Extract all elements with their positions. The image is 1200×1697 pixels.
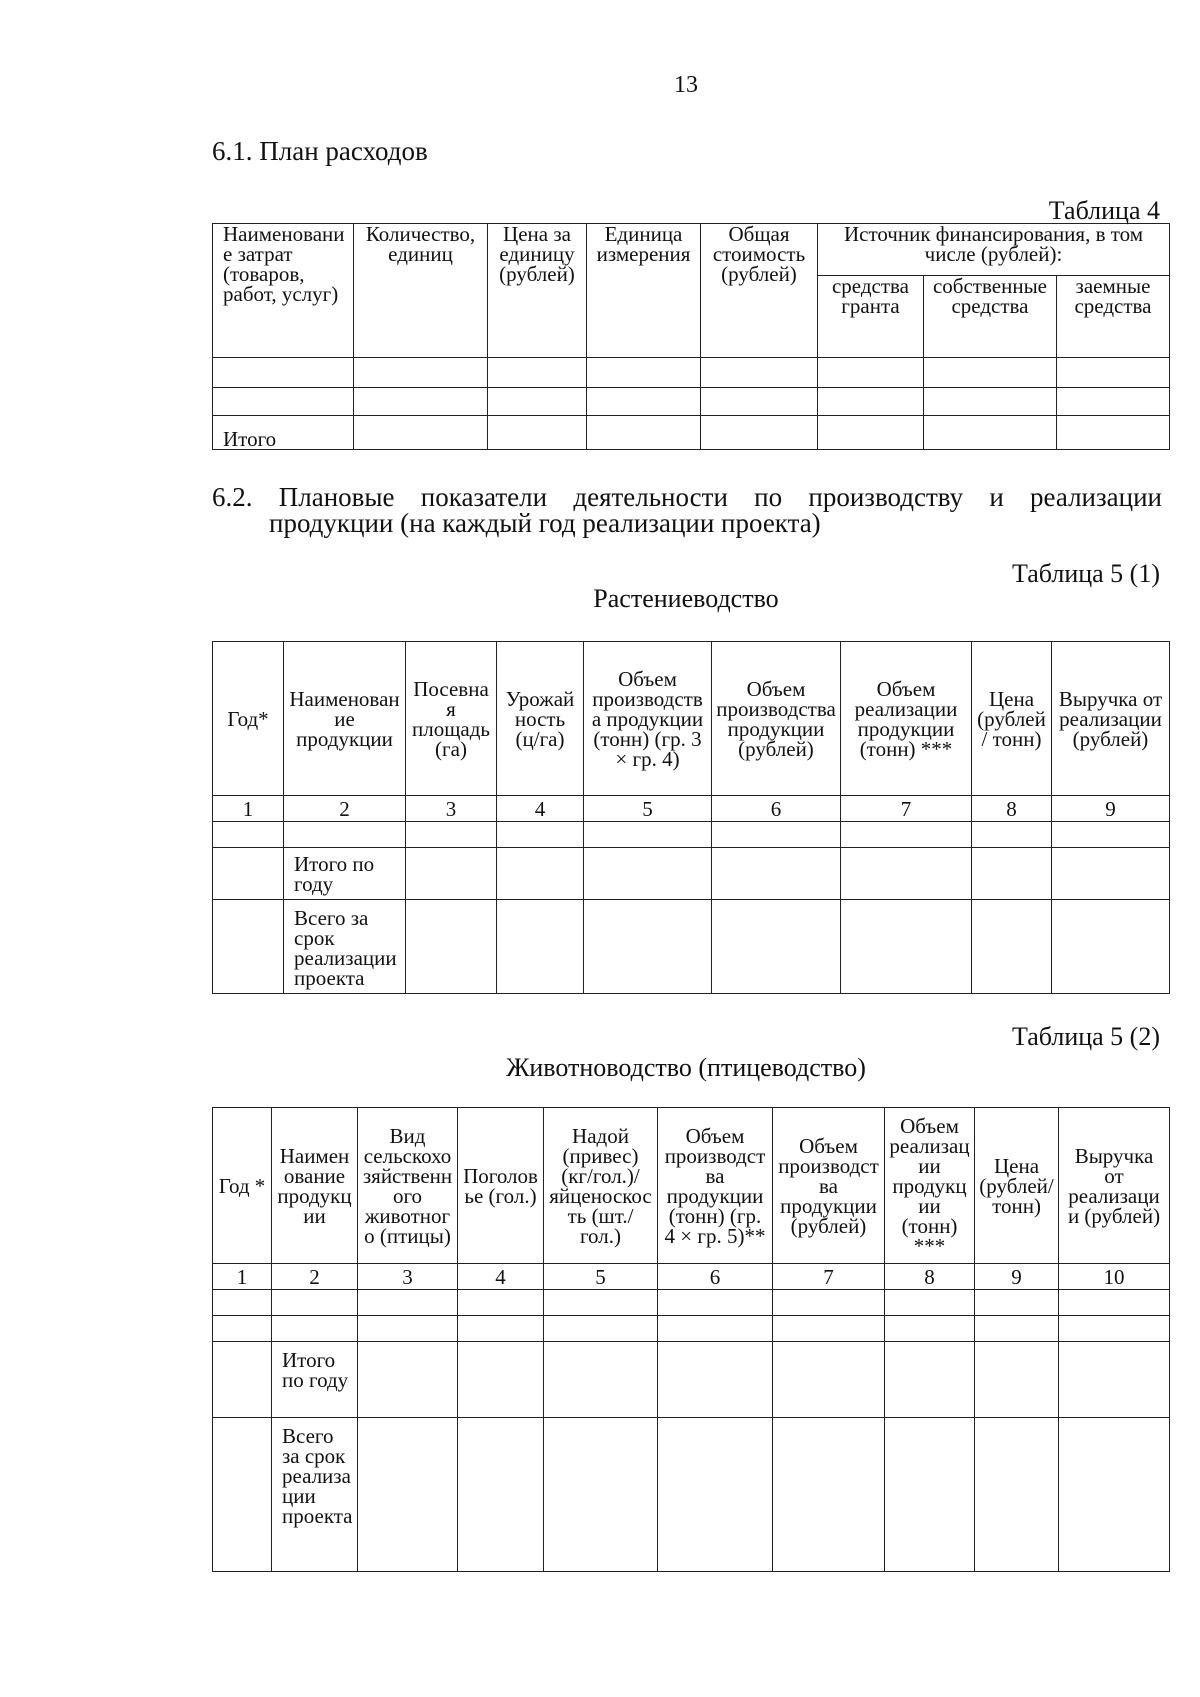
total-label: Итого (213, 416, 354, 450)
table-row (213, 388, 1170, 416)
header-production-volume-tons: Объем производства продукции (тонн) (гр. 3 × гр. 4) (584, 642, 712, 796)
header-expense-name: Наименование затрат (товаров, работ, услуг) (213, 224, 354, 358)
section-title-expenses: 6.1. План расходов (212, 136, 428, 166)
header-unit: Единица измерения (587, 224, 701, 358)
column-number: 6 (712, 796, 841, 822)
header-price: Цена (рублей/ тонн) (975, 1108, 1059, 1264)
header-livestock-count: Поголовье (гол.) (458, 1108, 544, 1264)
crop-subtitle: Растениеводство (593, 584, 779, 613)
project-total-label: Всего за срок реализации проекта (284, 900, 406, 994)
section-title-line-1: 6.2. Плановые показатели деятельности по производству и реализации (212, 482, 1162, 512)
column-number: 5 (544, 1264, 658, 1290)
table-row (213, 1418, 1170, 1572)
livestock-subtitle: Животноводство (птицеводство) (506, 1053, 866, 1082)
header-production-volume-rubles: Объем производства продукции (рублей) (773, 1108, 885, 1264)
livestock-production-table (212, 1107, 1170, 1572)
table-5-2-label: Таблица 5 (2) (1011, 1022, 1160, 1051)
year-total-label: Итого по году (284, 848, 406, 900)
header-product-name: Наименование продукции (284, 642, 406, 796)
header-grant-funds: средства гранта (818, 276, 924, 358)
table-row (213, 416, 1170, 450)
column-number: 9 (1052, 796, 1170, 822)
section-title-production (212, 484, 1162, 536)
expenses-table (212, 223, 1170, 450)
header-funding-source: Источник финансирования, в том числе (рублей): (818, 224, 1170, 276)
column-number: 8 (885, 1264, 975, 1290)
header-animal-type: Вид сельскохозяйственного животного (птицы) (358, 1108, 458, 1264)
table-row (213, 822, 1170, 848)
header-price: Цена (рублей/ тонн) (972, 642, 1052, 796)
header-production-volume-tons: Объем производства продукции (тонн) (гр. 4 × гр. 5)** (658, 1108, 773, 1264)
header-production-volume-rubles: Объем производства продукции (рублей) (712, 642, 841, 796)
crop-production-table (212, 641, 1170, 994)
section-title-line-2: продукции (на каждый год реализации проекта) (269, 508, 821, 538)
column-number: 6 (658, 1264, 773, 1290)
column-number: 7 (773, 1264, 885, 1290)
column-number-row (213, 1264, 1170, 1290)
column-number: 3 (358, 1264, 458, 1290)
table-row (213, 848, 1170, 900)
header-quantity: Количество, единиц (354, 224, 488, 358)
year-total-label: Итого по году (272, 1342, 358, 1418)
header-own-funds: собственные средства (924, 276, 1057, 358)
column-number: 10 (1059, 1264, 1170, 1290)
table-row (213, 358, 1170, 388)
header-borrowed-funds: заемные средства (1057, 276, 1170, 358)
column-number: 8 (972, 796, 1052, 822)
column-number: 4 (458, 1264, 544, 1290)
table-row (213, 1316, 1170, 1342)
column-number: 5 (584, 796, 712, 822)
header-unit-price: Цена за единицу (рублей) (488, 224, 587, 358)
column-number: 2 (272, 1264, 358, 1290)
table-row (213, 1342, 1170, 1418)
header-yield: Урожайность (ц/га) (497, 642, 584, 796)
header-total-cost: Общая стоимость (рублей) (701, 224, 818, 358)
column-number: 4 (497, 796, 584, 822)
header-product-name: Наименование продукции (272, 1108, 358, 1264)
table-row (213, 900, 1170, 994)
column-number: 9 (975, 1264, 1059, 1290)
column-number-row (213, 796, 1170, 822)
column-number: 7 (841, 796, 972, 822)
header-yield-per-head: Надой (привес) (кг/гол.)/ яйценоскость (шт./гол.) (544, 1108, 658, 1264)
project-total-label: Всего за срок реализации проекта (272, 1418, 358, 1572)
column-number: 3 (406, 796, 497, 822)
header-sales-volume: Объем реализации продукции (тонн) *** (885, 1108, 975, 1264)
header-revenue: Выручка от реализации (рублей) (1059, 1108, 1170, 1264)
header-sown-area: Посевная площадь (га) (406, 642, 497, 796)
header-year: Год* (213, 642, 284, 796)
header-sales-volume: Объем реализации продукции (тонн) *** (841, 642, 972, 796)
table-row (213, 1290, 1170, 1316)
header-year: Год * (213, 1108, 272, 1264)
column-number: 1 (213, 796, 284, 822)
table-4-label: Таблица 4 (1048, 196, 1160, 225)
column-number: 2 (284, 796, 406, 822)
table-5-1-label: Таблица 5 (1) (1011, 559, 1160, 588)
column-number: 1 (213, 1264, 272, 1290)
page-number: 13 (674, 72, 698, 98)
header-revenue: Выручка от реализации (рублей) (1052, 642, 1170, 796)
